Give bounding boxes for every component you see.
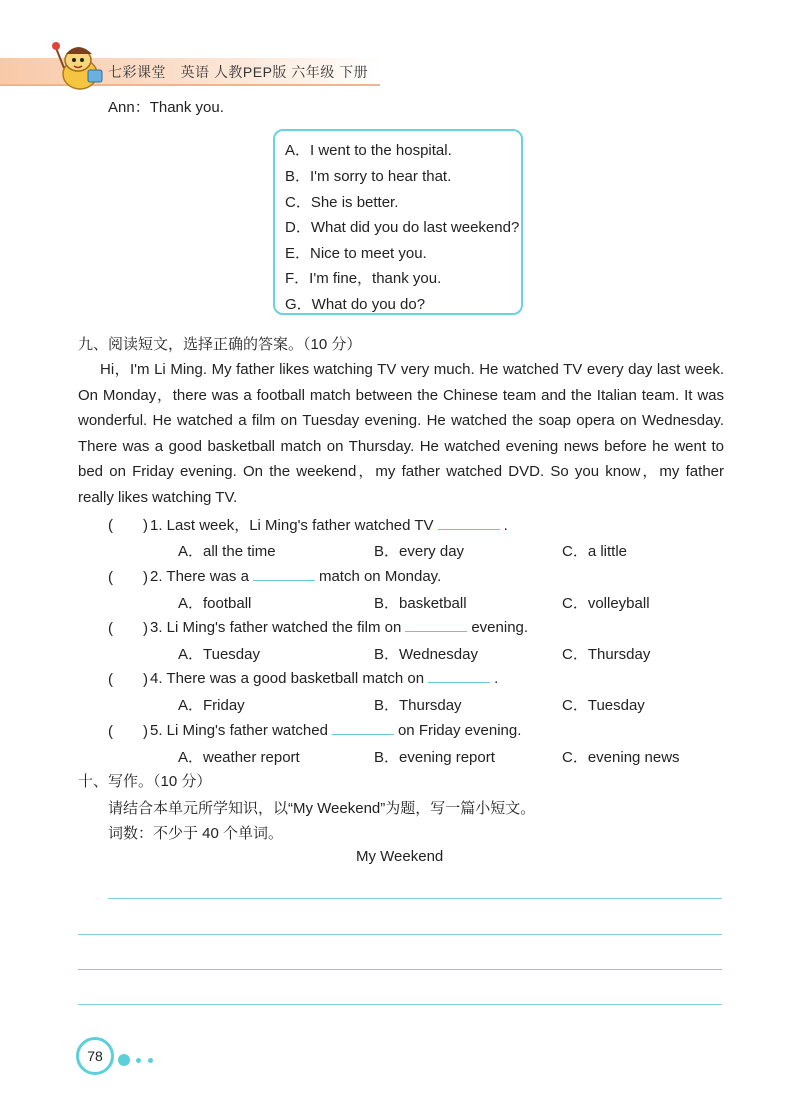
question-2: [150, 566, 441, 585]
word-count-note: 词数：不少于 40 个单词。: [108, 825, 284, 842]
writing-line[interactable]: [78, 1004, 722, 1005]
page-number: 78: [76, 1037, 114, 1075]
choice-c: C．evening news: [562, 749, 680, 766]
choice-a: A．Friday: [178, 697, 245, 714]
writing-line[interactable]: [78, 934, 722, 935]
question-1: [150, 514, 508, 535]
answer-paren[interactable]: ( ): [108, 517, 148, 534]
question-1-end: .: [503, 517, 508, 534]
decor-dot-icon: [136, 1058, 141, 1063]
option-a: A．I went to the hospital.: [285, 142, 452, 159]
writing-line[interactable]: [78, 969, 722, 970]
question-3: [150, 617, 528, 636]
decor-dot-icon: [118, 1054, 130, 1066]
passage-text: Hi，I'm Li Ming. My father likes watching TV very much. He watched TV every day last week. On Monday，there was a football match between the Chinese team and the Italian team. It was wonderful. He watched a film on Tuesday evening. He watched the soap opera on Wednesday. There was a good basketball match on Thursday. He watched evening news before he went to bed on Friday evening. On the weekend，my father watched DVD. So you know，my father really likes watching TV.: [78, 361, 724, 506]
choice-c: C．Tuesday: [562, 697, 645, 714]
question-5: [150, 720, 521, 739]
writing-instruction: 请结合本单元所学知识，以“My Weekend”为题，写一篇小短文。: [108, 800, 536, 817]
choice-b: B．basketball: [374, 595, 467, 612]
choice-b: B．Thursday: [374, 697, 462, 714]
fill-blank: [405, 617, 467, 632]
option-f: F．I'm fine，thank you.: [285, 270, 442, 287]
question-5-text: 5. Li Ming's father watched: [150, 722, 328, 739]
fill-blank: [438, 515, 500, 530]
question-5-end: on Friday evening.: [397, 722, 522, 739]
choice-b: B．every day: [374, 543, 465, 560]
option-b: B．I'm sorry to hear that.: [285, 168, 452, 185]
choice-a: A．weather report: [178, 749, 300, 766]
question-4-text: 4. There was a good basketball match on: [150, 670, 425, 687]
options-box: [273, 129, 523, 315]
choice-b: B．evening report: [374, 749, 495, 766]
question-2-end: match on Monday.: [318, 568, 442, 585]
question-2-text: 2. There was a: [150, 568, 249, 585]
answer-paren[interactable]: ( ): [108, 671, 148, 688]
question-1-text: 1. Last week，Li Ming's father watched TV: [150, 517, 434, 534]
answer-paren[interactable]: ( ): [108, 723, 148, 740]
choice-c: C．a little: [562, 543, 628, 560]
fill-blank: [253, 566, 315, 581]
question-4: [150, 668, 498, 687]
reading-passage: [78, 357, 724, 511]
mascot-icon: [50, 36, 112, 92]
dialogue-line: Ann：Thank you.: [108, 99, 224, 116]
choice-b: B．Wednesday: [374, 646, 478, 663]
option-d: D．What did you do last weekend?: [285, 219, 520, 236]
decor-dot-icon: [148, 1058, 153, 1063]
option-g: G．What do you do?: [285, 296, 426, 313]
answer-paren[interactable]: ( ): [108, 569, 148, 586]
fill-blank: [428, 668, 490, 683]
section-9-title: 九、阅读短文，选择正确的答案。（10 分）: [78, 336, 362, 353]
option-c: C．She is better.: [285, 194, 399, 211]
book-title: 七彩课堂 英语 人教PEP版 六年级 下册: [108, 64, 369, 80]
choice-a: A．all the time: [178, 543, 276, 560]
essay-title: My Weekend: [356, 848, 444, 865]
question-3-end: evening.: [471, 619, 529, 636]
choice-c: C．Thursday: [562, 646, 651, 663]
answer-paren[interactable]: ( ): [108, 620, 148, 637]
choice-c: C．volleyball: [562, 595, 650, 612]
writing-line[interactable]: [108, 898, 722, 899]
fill-blank: [332, 720, 394, 735]
choice-a: A．football: [178, 595, 252, 612]
question-3-text: 3. Li Ming's father watched the film on: [150, 619, 402, 636]
section-10-title: 十、写作。（10 分）: [78, 773, 212, 790]
option-e: E．Nice to meet you.: [285, 245, 427, 262]
question-4-end: .: [494, 670, 499, 687]
choice-a: A．Tuesday: [178, 646, 260, 663]
